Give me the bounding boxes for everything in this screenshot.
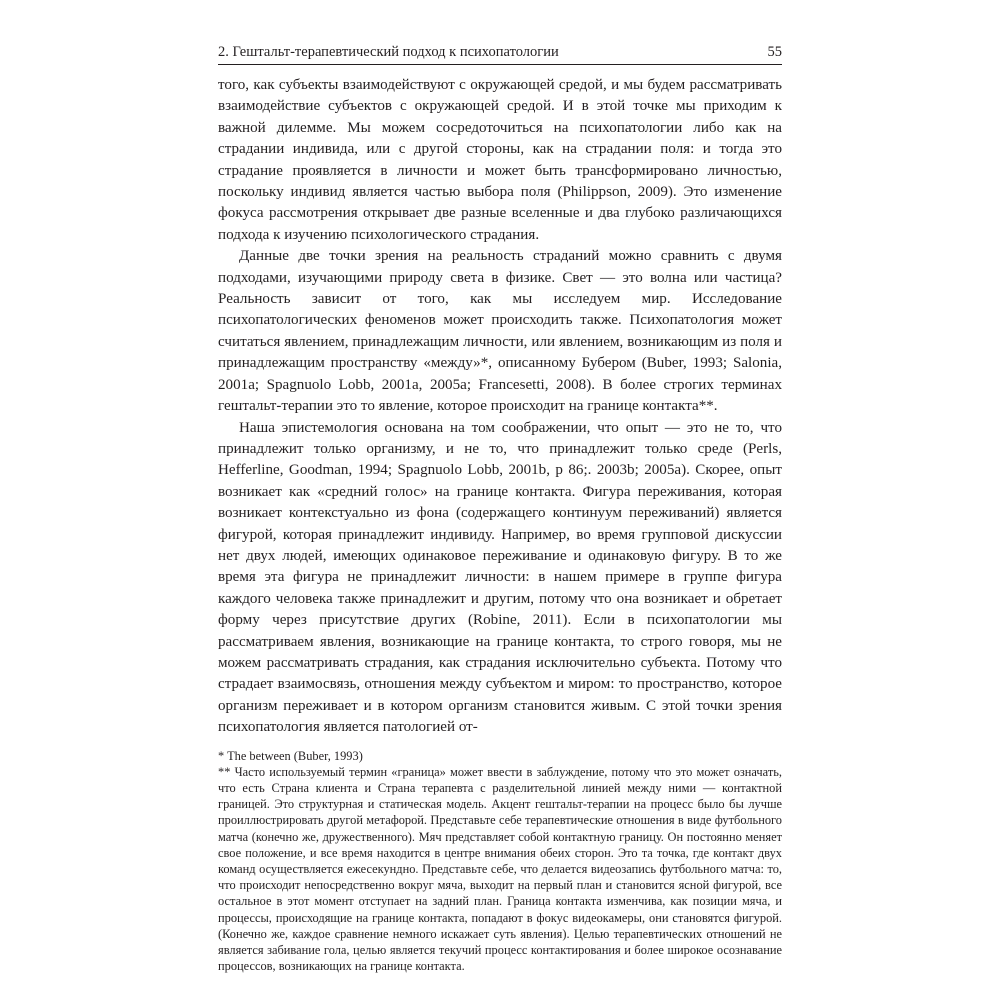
paragraph: Данные две точки зрения на реальность страданий можно сравнить с двумя подходами, изучающими природу света в физике. Свет — это волна или частица? Реальность зависит от того, как мы исследуем мир. Исследование психопатологических феноменов может происходить также. Психопатология может считаться явлением, принадлежащим личности, или явлением, возникающим из поля и принадлежащим пространству «между»*, описанному Бубером (Buber, 1993; Salonia, 2001a; Spagnuolo Lobb, 2001a, 2005a; Francesetti, 2008). В более строгих терминах гештальт-терапии это то явление, которое происходит на границе контакта**. — [218, 248, 782, 415]
paragraph: Наша эпистемология основана на том соображении, что опыт — это не то, что принадлежит только организму, и не то, что принадлежит только среде (Perls, Hefferline, Goodman, 1994; Spagnuolo Lobb, 2001b, p 86;. 2003b; 2005a). Скорее, опыт возникает как «средний голос» на границе контакта. Фигура переживания, которая возникает контекстуально из фона (содержащего континуум переживаний) является фигурой, которая принадлежит индивиду. Например, во время групповой дискуссии нет двух людей, имеющих одинаковое переживание и одинаковую фигуру. В то же время эта фигура не принадлежит личности: в нашем примере в группе фигура каждого человека также принадлежит и другим, потому что она возникает и обретает форму через присутствие других (Robine, 2011). Если в психопатологии мы рассматриваем явления, возникающие на границе контакта, то строго говоря, мы не можем рассматривать страдания, как страдания исключительно субъекта. Потому что страдает взаимосвязь, отношения между субъектом и миром: то пространство, которое организм переживает и в котором организм становится живым. С этой точки зрения психопатология является патологией от- — [218, 419, 782, 736]
main-text — [218, 75, 782, 739]
footnotes — [218, 748, 782, 975]
book-page — [218, 42, 782, 974]
page-number: 55 — [767, 44, 782, 60]
running-header — [218, 42, 782, 65]
footnote-2: ** Часто используемый термин «граница» может ввести в заблуждение, потому что это может означать, что есть Страна клиента и Страна терапевта с разделительной линией между ними — контактной границей. Это структурная и статическая модель. Акцент гештальт-терапии на процесс было бы лучше проиллюстрировать другой метафорой. Представьте себе терапевтические отношения в виде футбольного матча (конечно же, дружественного). Мяч представляет собой контактную границу. Он постоянно меняет свое положение, и все время находится в центре внимания обеих сторон. Это та точка, где контакт двух команд осуществляется ежесекундно. Представьте себе, что делается видеозапись футбольного матча: то, что происходит непосредственно вокруг мяча, выходит на первый план и становится ясной фигурой, все остальное в этот момент отступает на задний план. Граница контакта изменчива, как позиции мяча, и процессы, происходящие на границе контакта, попадают в фокус видеокамеры, они становятся фигурой. (Конечно же, каждое сравнение немного искажает суть явления). Целью терапевтических отношений не является забивание гола, целью является текучий процесс контактирования и более широкое осознавание процессов, возникающих на границе контакта. — [218, 764, 782, 974]
paragraph-continued: того, как субъекты взаимодействуют с окружающей средой, и мы будем рассматривать взаимодействие субъектов с окружающей средой. И в этой точке мы приходим к важной дилемме. Мы можем сосредоточиться на психопатологии либо как на страдании индивида, или с другой стороны, как на страдании поля: и тогда это страдание проявляется в личности и может быть трансформировано личностью, поскольку индивид является частью выбора поля (Philippson, 2009). Это изменение фокуса рассмотрения открывает две разные вселенные и два глубоко различающихся подхода к изучению психологического страдания. — [218, 77, 782, 243]
chapter-title: 2. Гештальт-терапевтический подход к психопатологии — [218, 44, 559, 60]
footnote-1: * The between (Buber, 1993) — [218, 748, 363, 763]
